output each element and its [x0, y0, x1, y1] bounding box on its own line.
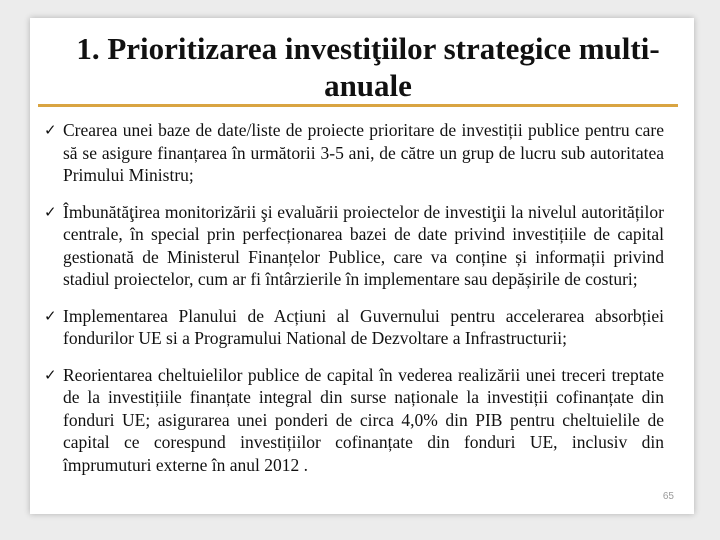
bullet-item	[44, 305, 664, 350]
page-number: 65	[662, 491, 674, 502]
checkmark-icon: ✓	[44, 365, 57, 384]
slide-title: 1. Prioritizarea investiţiilor strategice multi-anuale	[76, 31, 660, 103]
title-divider	[38, 104, 678, 107]
bullet-item	[44, 201, 664, 291]
bullet-list	[44, 119, 664, 476]
bullet-text: Îmbunătăţirea monitorizării şi evaluării proiectelor de investiţii la nivelul autorităților centrale, în special prin perfecționarea bazei de date privind investițiile de capital gestionată de Ministerul Finanțelor Publice, care va conține și informații privind stadiul proiectelor, cum ar fi întârzierile în implementare sau depășirile de costuri;	[63, 201, 664, 289]
bullet-item	[44, 119, 664, 187]
checkmark-icon: ✓	[44, 306, 57, 325]
slide	[30, 18, 694, 514]
bullet-text: Reorientarea cheltuielilor publice de capital în vederea realizării unei treceri treptate de la investițiile finanțate integral din surse naționale la investiții cofinanțate din fonduri UE; asigurarea unei ponderi de circa 4,0% din PIB pentru cheltuielile de capital ce corespund investițiilor cofinanțate din fonduri UE, inclusiv din împrumuturi externe în anul 2012 .	[63, 364, 664, 475]
checkmark-icon: ✓	[44, 202, 57, 221]
bullet-item	[44, 364, 664, 477]
checkmark-icon: ✓	[44, 121, 57, 139]
bullet-text: Implementarea Planului de Acțiuni al Guvernului pentru accelerarea absorbției fondurilor UE si a Programului National de Dezvoltare a Infrastructurii;	[63, 305, 664, 348]
bullet-text: Crearea unei baze de date/liste de proiecte prioritare de investiții publice pentru care să se asigure finanțarea în următorii 3-5 ani, de către un grup de lucru sub autoritatea Primului Ministru;	[63, 120, 664, 185]
